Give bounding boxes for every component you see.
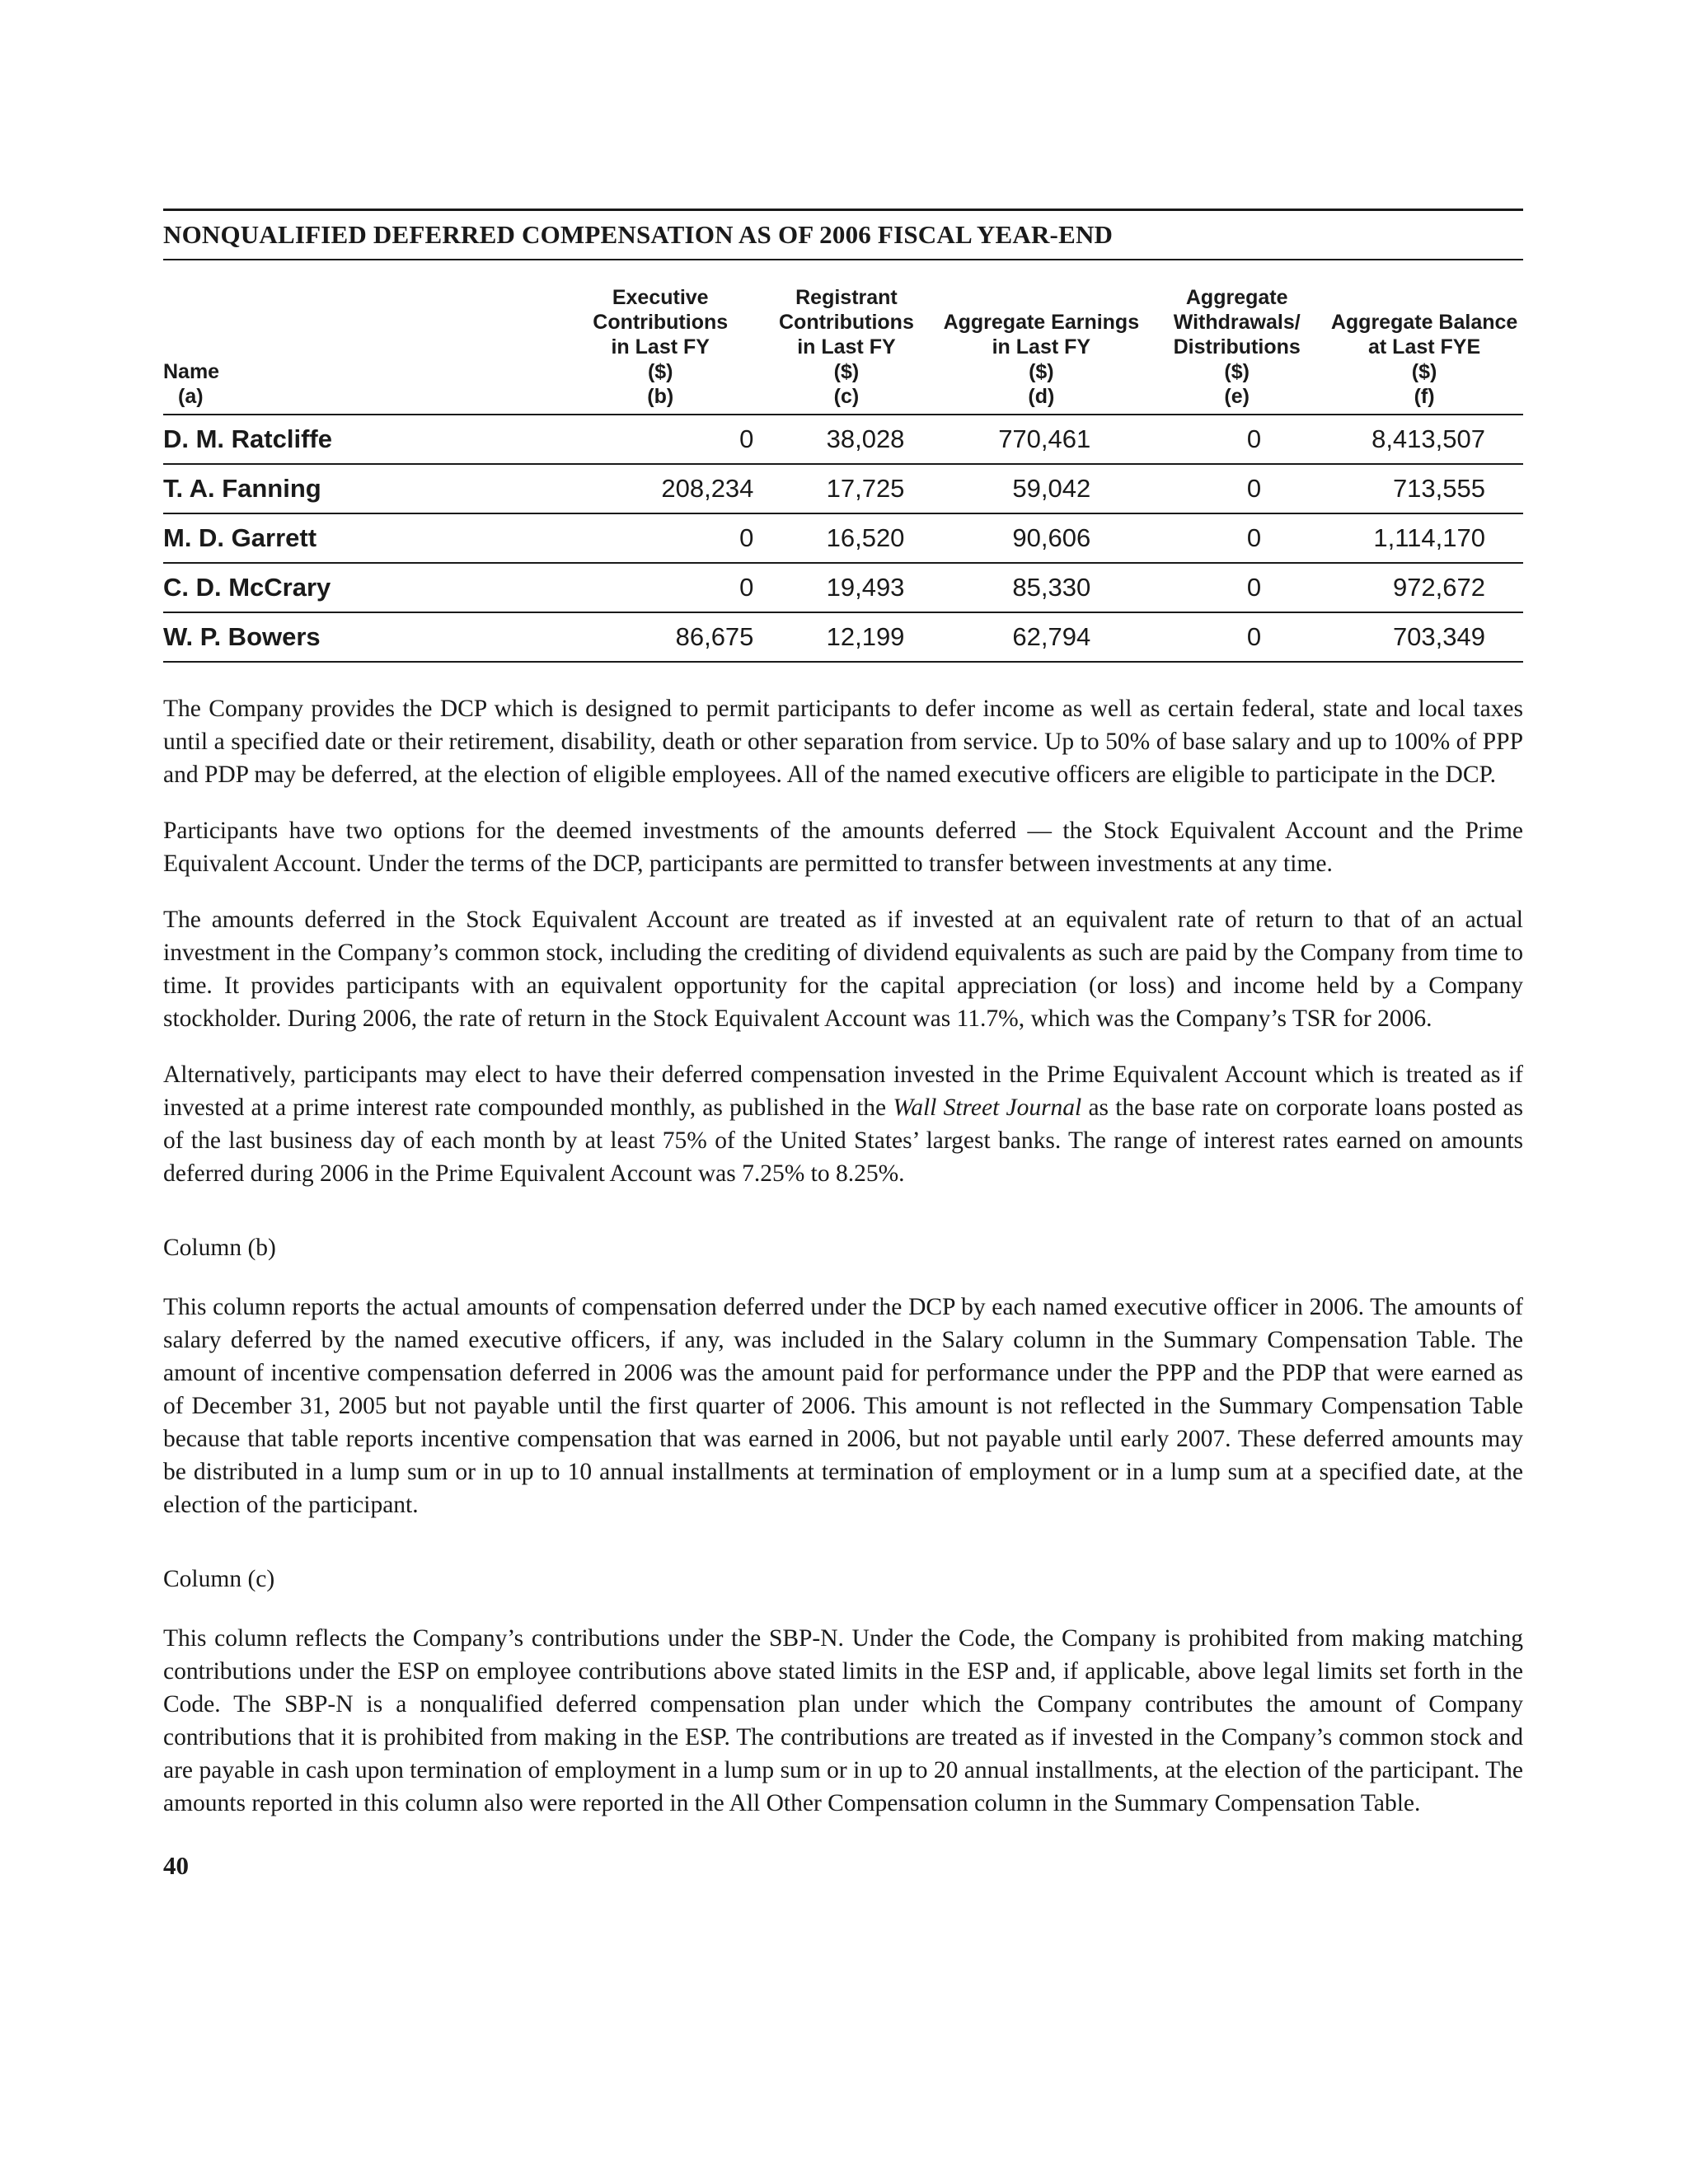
- cell-e: 0: [1148, 612, 1325, 662]
- document-page: [163, 209, 1523, 1881]
- column-c-heading: Column (c): [163, 1566, 275, 1592]
- cell-b: 86,675: [455, 612, 758, 662]
- executive-name: T. A. Fanning: [163, 464, 455, 513]
- header-aggregate-earnings: Aggregate Earnings in Last FY ($) (d): [934, 285, 1148, 415]
- cell-c: 12,199: [758, 612, 934, 662]
- publication-title: Wall Street Journal: [893, 1094, 1082, 1121]
- cell-f: 972,672: [1325, 563, 1523, 612]
- cell-e: 0: [1148, 464, 1325, 513]
- page-number: 40: [163, 1851, 189, 1880]
- cell-f: 713,555: [1325, 464, 1523, 513]
- cell-d: 85,330: [934, 563, 1148, 612]
- cell-b: 0: [455, 513, 758, 563]
- cell-b: 0: [455, 563, 758, 612]
- header-registrant-contributions: Registrant Contributions in Last FY ($) (c): [758, 285, 934, 415]
- paragraph-column-b: This column reports the actual amounts of compensation deferred under the DCP by each named executive officer in 2006. The amounts of salary deferred by the named executive officers, if any, was included in the Salary column in the Summary Compensation Table. The amount of incentive compensation deferred in 2006 was the amount paid for performance under the PPP and the PDP that were earned as of December 31, 2005 but not payable until the first quarter of 2006. This amount is not reflected in the Summary Compensation Table because that table reports incentive compensation that was earned in 2006, but not payable until early 2007. These deferred amounts may be distributed in a lump sum or in up to 10 annual installments at termination of employment or in a lump sum at a specified date, at the election of the participant.: [163, 1294, 1523, 1518]
- cell-f: 703,349: [1325, 612, 1523, 662]
- cell-d: 59,042: [934, 464, 1148, 513]
- paragraph-investment-options: Participants have two options for the deemed investments of the amounts deferred — the Stock Equivalent Account and the Prime Equivalent Account. Under the terms of the DCP, participants are permitted to transfer between investments at any time.: [163, 818, 1523, 877]
- cell-b: 208,234: [455, 464, 758, 513]
- executive-name: W. P. Bowers: [163, 612, 455, 662]
- executive-name: D. M. Ratcliffe: [163, 415, 455, 464]
- cell-c: 16,520: [758, 513, 934, 563]
- table-row: [163, 415, 1523, 464]
- cell-d: 90,606: [934, 513, 1148, 563]
- cell-c: 17,725: [758, 464, 934, 513]
- table-row: [163, 612, 1523, 662]
- cell-f: 8,413,507: [1325, 415, 1523, 464]
- cell-d: 62,794: [934, 612, 1148, 662]
- cell-c: 19,493: [758, 563, 934, 612]
- executive-name: C. D. McCrary: [163, 563, 455, 612]
- header-executive-contributions: Executive Contributions in Last FY ($) (b): [455, 285, 758, 415]
- column-b-heading: Column (b): [163, 1235, 276, 1261]
- table-row: [163, 464, 1523, 513]
- table-row: [163, 563, 1523, 612]
- cell-e: 0: [1148, 513, 1325, 563]
- header-aggregate-balance: Aggregate Balance at Last FYE ($) (f): [1325, 285, 1523, 415]
- paragraph-column-c: This column reflects the Company’s contributions under the SBP-N. Under the Code, the Company is prohibited from making matching contributions under the ESP on employee contributions above stated limits in the ESP and, if applicable, above legal limits set forth in the Code. The SBP-N is a nonqualified deferred compensation plan under which the Company contributes the amount of Company contributions that it is prohibited from making in the ESP. The contributions are treated as if invested in the Company’s common stock and are payable in cash upon termination of employment in a lump sum or in up to 20 annual installments, at the election of the participant. The amounts reported in this column also were reported in the All Other Compensation column in the Summary Compensation Table.: [163, 1625, 1523, 1816]
- header-name: Name (a): [163, 285, 455, 415]
- table-header-row: [163, 285, 1523, 415]
- cell-e: 0: [1148, 415, 1325, 464]
- deferred-compensation-table: [163, 260, 1523, 663]
- table-title: NONQUALIFIED DEFERRED COMPENSATION AS OF 2006 FISCAL YEAR-END: [163, 211, 1523, 260]
- paragraph-prime-equivalent: Alternatively, participants may elect to have their deferred compensation invested in the Prime Equivalent Account which is treated as if invested at a prime interest rate compounded monthly, as published in the Wall Street Journal as the base rate on corporate loans posted as of the last business day of each month by at least 75% of the United States’ largest banks. The range of interest rates earned on amounts deferred during 2006 in the Prime Equivalent Account was 7.25% to 8.25%.: [163, 1062, 1523, 1187]
- paragraph-stock-equivalent: The amounts deferred in the Stock Equivalent Account are treated as if invested at an equivalent rate of return to that of an actual investment in the Company’s common stock, including the crediting of dividend equivalents as such are paid by the Company from time to time. It provides participants with an equivalent opportunity for the capital appreciation (or loss) and income held by a Company stockholder. During 2006, the rate of return in the Stock Equivalent Account was 11.7%, which was the Company’s TSR for 2006.: [163, 907, 1523, 1032]
- header-aggregate-withdrawals: Aggregate Withdrawals/ Distributions ($) (e): [1148, 285, 1325, 415]
- cell-c: 38,028: [758, 415, 934, 464]
- cell-b: 0: [455, 415, 758, 464]
- cell-f: 1,114,170: [1325, 513, 1523, 563]
- cell-e: 0: [1148, 563, 1325, 612]
- table-row: [163, 513, 1523, 563]
- executive-name: M. D. Garrett: [163, 513, 455, 563]
- cell-d: 770,461: [934, 415, 1148, 464]
- paragraph-dcp-overview: The Company provides the DCP which is designed to permit participants to defer income as well as certain federal, state and local taxes until a specified date or their retirement, disability, death or other separation from service. Up to 50% of base salary and up to 100% of PPP and PDP may be deferred, at the election of eligible employees. All of the named executive officers are eligible to participate in the DCP.: [163, 696, 1523, 788]
